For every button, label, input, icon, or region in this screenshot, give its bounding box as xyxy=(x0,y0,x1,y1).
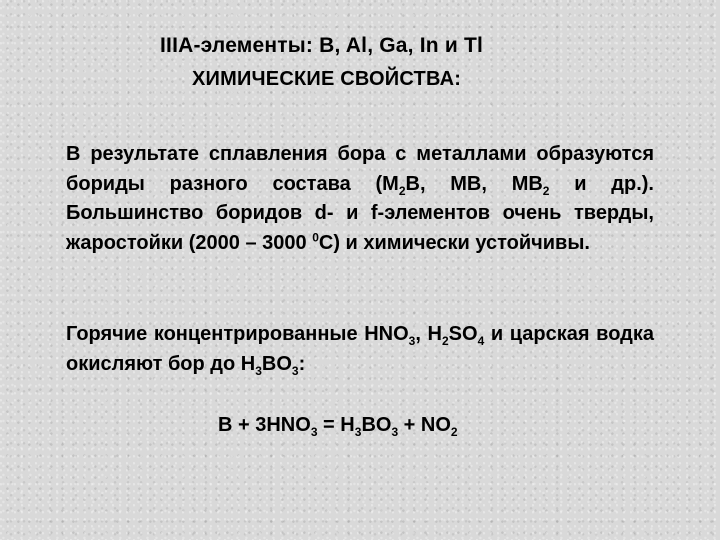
text-run: + NO xyxy=(398,414,451,436)
text-run: С) и химически устойчивы. xyxy=(318,231,590,254)
text-run: = H xyxy=(317,414,355,436)
text-run: , H xyxy=(415,323,442,345)
subscript: 3 xyxy=(255,363,262,378)
slide-title: IIIA-элементы: B, Al, Ga, In и Tl xyxy=(160,34,484,57)
text-run: SO xyxy=(448,323,478,345)
text-run: B + 3HNO xyxy=(218,414,311,436)
reaction-equation xyxy=(218,414,458,437)
subscript: 2 xyxy=(398,183,406,198)
text-run: В результате сплавления бора с металлами образуются бориды разного состава (M xyxy=(66,143,654,195)
superscript: 0 xyxy=(312,229,319,244)
slide-subtitle: ХИМИЧЕСКИЕ СВОЙСТВА: xyxy=(192,68,462,90)
text-run: и др.). Большинство боридов d- и f-элементов очень тверды, жаростойки (2000 – 3000 xyxy=(66,172,654,254)
subscript: 4 xyxy=(477,334,485,348)
subscript: 2 xyxy=(441,334,449,348)
text-run: BO xyxy=(261,352,292,375)
subscript: 3 xyxy=(391,425,399,439)
text-run: BO xyxy=(361,414,392,436)
paragraph-borides xyxy=(66,140,654,258)
subscript: 3 xyxy=(408,334,416,348)
text-run: B, MB, MB xyxy=(405,172,543,195)
subscript: 2 xyxy=(542,183,550,198)
text-run: и царская водка окисляют бор до H xyxy=(66,323,654,375)
subscript: 3 xyxy=(354,425,362,439)
text-run: Горячие концентрированные HNO xyxy=(66,323,409,345)
subscript: 2 xyxy=(450,425,458,439)
paragraph-oxidation xyxy=(66,320,654,379)
text-run: : xyxy=(298,352,306,375)
subscript: 3 xyxy=(310,425,318,439)
subscript: 3 xyxy=(291,363,299,378)
